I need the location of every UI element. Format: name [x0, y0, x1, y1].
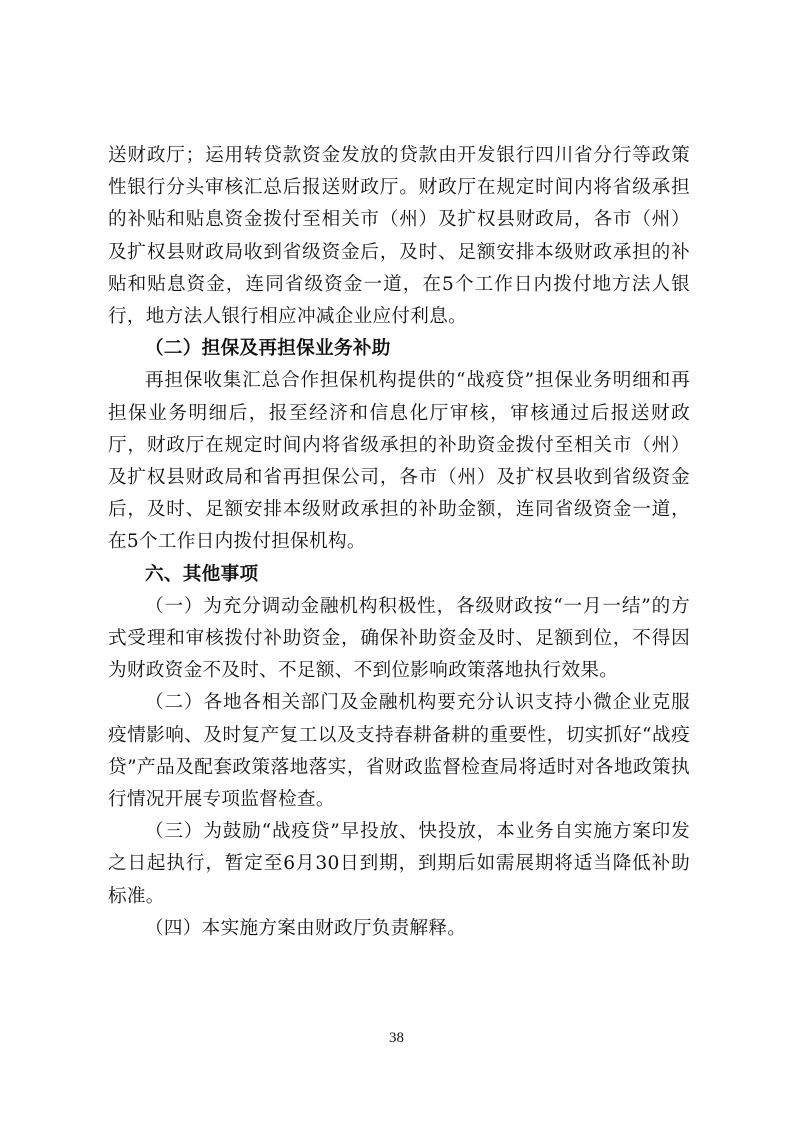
- paragraph-item-1: （一）为充分调动金融机构积极性，各级财政按“一月一结”的方式受理和审核拨付补助资金，确保补助资金及时、足额到位，不得因为财政资金不及时、不足额、不到位影响政策落地执行效果。: [108, 595, 690, 682]
- paragraph-item-4: （四）本实施方案由财政厅负责解释。: [145, 917, 467, 939]
- paragraph-item-2: （二）各地各相关部门及金融机构要充分认识支持小微企业克服疫情影响、及时复产复工以及支持春耕备耕的重要性，切实抓好“战疫贷”产品及配套政策落地落实，省财政监督检查局将适时对各地政策执行情况开展专项监督检查。: [108, 692, 690, 811]
- subheading-guarantee-subsidy: （二）担保及再担保业务补助: [145, 338, 391, 360]
- paragraph-item-3: （三）为鼓励“战疫贷”早投放、快投放，本业务自实施方案印发之日起执行，暂定至6月30日到期，到期后如需展期将适当降低补助标准。: [108, 821, 690, 907]
- paragraph-guarantee: 再担保收集汇总合作担保机构提供的“战疫贷”担保业务明细和再担保业务明细后，报至经济和信息化厅审核，审核通过后报送财政厅，财政厅在规定时间内将省级承担的补助资金拨付至相关市（州）及扩权县财政局和省再担保公司，各市（州）及扩权县收到省级资金后，及时、足额安排本级财政承担的补助金额，连同省级资金一道，在5个工作日内拨付担保机构。: [108, 370, 690, 553]
- page-number: 38: [389, 1030, 404, 1046]
- document-body: [108, 140, 690, 945]
- paragraph-continuation: 送财政厅；运用转贷款资金发放的贷款由开发银行四川省分行等政策性银行分头审核汇总后报送财政厅。财政厅在规定时间内将省级承担的补贴和贴息资金拨付至相关市（州）及扩权县财政局，各市（州）及扩权县财政局收到省级资金后，及时、足额安排本级财政承担的补贴和贴息资金，连同省级资金一道，在5个工作日内拨付地方法人银行，地方法人银行相应冲减企业应付利息。: [108, 145, 690, 328]
- section-heading-other-matters: 六、其他事项: [145, 563, 259, 585]
